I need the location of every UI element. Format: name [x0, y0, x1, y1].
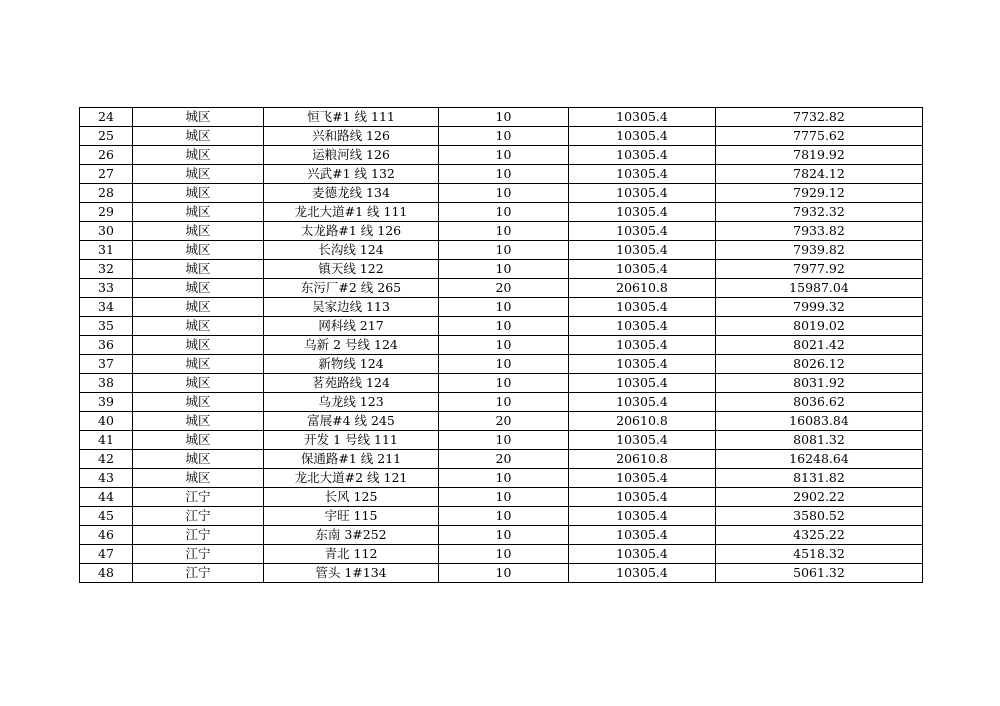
district-cell: 城区: [133, 241, 264, 260]
load-value-cell: 2902.22: [716, 488, 923, 507]
row-index-cell: 27: [80, 165, 133, 184]
table-row: [80, 108, 923, 127]
table-row: [80, 507, 923, 526]
line-name-cell: 茗苑路线 124: [264, 374, 439, 393]
voltage-cell: 10: [439, 317, 569, 336]
row-index-cell: 38: [80, 374, 133, 393]
district-cell: 城区: [133, 317, 264, 336]
table-row: [80, 545, 923, 564]
table-row: [80, 469, 923, 488]
load-value-cell: 8031.92: [716, 374, 923, 393]
load-value-cell: 7775.62: [716, 127, 923, 146]
row-index-cell: 40: [80, 412, 133, 431]
load-value-cell: 8131.82: [716, 469, 923, 488]
capacity-cell: 20610.8: [569, 279, 716, 298]
table-row: [80, 146, 923, 165]
load-value-cell: 7732.82: [716, 108, 923, 127]
capacity-cell: 10305.4: [569, 488, 716, 507]
table-row: [80, 564, 923, 583]
voltage-cell: 10: [439, 545, 569, 564]
district-cell: 江宁: [133, 545, 264, 564]
table-row: [80, 203, 923, 222]
load-value-cell: 8019.02: [716, 317, 923, 336]
table-row: [80, 336, 923, 355]
capacity-cell: 10305.4: [569, 393, 716, 412]
line-name-cell: 乌龙线 123: [264, 393, 439, 412]
district-cell: 城区: [133, 355, 264, 374]
row-index-cell: 37: [80, 355, 133, 374]
line-name-cell: 管头 1#134: [264, 564, 439, 583]
line-name-cell: 麦德龙线 134: [264, 184, 439, 203]
load-value-cell: 4518.32: [716, 545, 923, 564]
capacity-cell: 10305.4: [569, 241, 716, 260]
capacity-cell: 10305.4: [569, 336, 716, 355]
district-cell: 城区: [133, 127, 264, 146]
capacity-cell: 10305.4: [569, 545, 716, 564]
capacity-cell: 10305.4: [569, 222, 716, 241]
district-cell: 城区: [133, 469, 264, 488]
table-row: [80, 431, 923, 450]
capacity-cell: 10305.4: [569, 431, 716, 450]
capacity-cell: 10305.4: [569, 564, 716, 583]
row-index-cell: 41: [80, 431, 133, 450]
voltage-cell: 10: [439, 374, 569, 393]
load-value-cell: 7819.92: [716, 146, 923, 165]
voltage-cell: 10: [439, 146, 569, 165]
district-cell: 城区: [133, 108, 264, 127]
load-value-cell: 16248.64: [716, 450, 923, 469]
line-name-cell: 东南 3#252: [264, 526, 439, 545]
row-index-cell: 34: [80, 298, 133, 317]
district-cell: 城区: [133, 412, 264, 431]
row-index-cell: 43: [80, 469, 133, 488]
voltage-cell: 10: [439, 507, 569, 526]
table-row: [80, 374, 923, 393]
line-name-cell: 富展#4 线 245: [264, 412, 439, 431]
row-index-cell: 29: [80, 203, 133, 222]
row-index-cell: 33: [80, 279, 133, 298]
line-name-cell: 太龙路#1 线 126: [264, 222, 439, 241]
table-row: [80, 526, 923, 545]
district-cell: 江宁: [133, 507, 264, 526]
capacity-cell: 10305.4: [569, 203, 716, 222]
line-name-cell: 镇天线 122: [264, 260, 439, 279]
district-cell: 城区: [133, 260, 264, 279]
district-cell: 江宁: [133, 526, 264, 545]
capacity-cell: 10305.4: [569, 165, 716, 184]
voltage-cell: 10: [439, 336, 569, 355]
capacity-cell: 10305.4: [569, 146, 716, 165]
voltage-cell: 10: [439, 564, 569, 583]
voltage-cell: 10: [439, 184, 569, 203]
line-name-cell: 新物线 124: [264, 355, 439, 374]
line-name-cell: 宇旺 115: [264, 507, 439, 526]
row-index-cell: 35: [80, 317, 133, 336]
load-value-cell: 7929.12: [716, 184, 923, 203]
table-row: [80, 165, 923, 184]
voltage-cell: 10: [439, 222, 569, 241]
capacity-cell: 20610.8: [569, 412, 716, 431]
load-value-cell: 3580.52: [716, 507, 923, 526]
line-name-cell: 东污厂#2 线 265: [264, 279, 439, 298]
row-index-cell: 32: [80, 260, 133, 279]
row-index-cell: 25: [80, 127, 133, 146]
load-value-cell: 7932.32: [716, 203, 923, 222]
load-value-cell: 7933.82: [716, 222, 923, 241]
row-index-cell: 45: [80, 507, 133, 526]
line-name-cell: 吴家边线 113: [264, 298, 439, 317]
district-cell: 城区: [133, 336, 264, 355]
capacity-cell: 10305.4: [569, 260, 716, 279]
load-value-cell: 8021.42: [716, 336, 923, 355]
load-value-cell: 7999.32: [716, 298, 923, 317]
voltage-cell: 10: [439, 298, 569, 317]
load-value-cell: 7977.92: [716, 260, 923, 279]
voltage-cell: 10: [439, 165, 569, 184]
load-value-cell: 4325.22: [716, 526, 923, 545]
line-name-cell: 网科线 217: [264, 317, 439, 336]
district-cell: 城区: [133, 203, 264, 222]
row-index-cell: 28: [80, 184, 133, 203]
line-name-cell: 长风 125: [264, 488, 439, 507]
table-row: [80, 260, 923, 279]
voltage-cell: 10: [439, 431, 569, 450]
voltage-cell: 10: [439, 526, 569, 545]
row-index-cell: 39: [80, 393, 133, 412]
capacity-cell: 10305.4: [569, 298, 716, 317]
voltage-cell: 20: [439, 450, 569, 469]
line-name-cell: 龙北大道#1 线 111: [264, 203, 439, 222]
voltage-cell: 10: [439, 469, 569, 488]
table-row: [80, 317, 923, 336]
load-value-cell: 5061.32: [716, 564, 923, 583]
load-value-cell: 7824.12: [716, 165, 923, 184]
table-row: [80, 279, 923, 298]
line-name-cell: 恒飞#1 线 111: [264, 108, 439, 127]
voltage-cell: 10: [439, 488, 569, 507]
district-cell: 城区: [133, 450, 264, 469]
capacity-cell: 10305.4: [569, 526, 716, 545]
table-row: [80, 355, 923, 374]
load-value-cell: 8036.62: [716, 393, 923, 412]
district-cell: 城区: [133, 298, 264, 317]
load-value-cell: 8081.32: [716, 431, 923, 450]
line-name-cell: 运粮河线 126: [264, 146, 439, 165]
table-row: [80, 222, 923, 241]
table-row: [80, 184, 923, 203]
row-index-cell: 47: [80, 545, 133, 564]
capacity-cell: 20610.8: [569, 450, 716, 469]
district-cell: 城区: [133, 393, 264, 412]
line-name-cell: 兴和路线 126: [264, 127, 439, 146]
table-row: [80, 450, 923, 469]
table-row: [80, 393, 923, 412]
load-value-cell: 7939.82: [716, 241, 923, 260]
capacity-cell: 10305.4: [569, 127, 716, 146]
load-value-cell: 8026.12: [716, 355, 923, 374]
district-cell: 城区: [133, 165, 264, 184]
capacity-cell: 10305.4: [569, 507, 716, 526]
capacity-cell: 10305.4: [569, 469, 716, 488]
data-table: [79, 107, 923, 583]
row-index-cell: 24: [80, 108, 133, 127]
voltage-cell: 10: [439, 241, 569, 260]
row-index-cell: 44: [80, 488, 133, 507]
capacity-cell: 10305.4: [569, 317, 716, 336]
table-row: [80, 298, 923, 317]
district-cell: 城区: [133, 184, 264, 203]
row-index-cell: 46: [80, 526, 133, 545]
row-index-cell: 26: [80, 146, 133, 165]
voltage-cell: 20: [439, 412, 569, 431]
row-index-cell: 30: [80, 222, 133, 241]
table-body: [80, 108, 923, 583]
table-row: [80, 412, 923, 431]
line-name-cell: 保通路#1 线 211: [264, 450, 439, 469]
voltage-cell: 10: [439, 393, 569, 412]
table-row: [80, 127, 923, 146]
voltage-cell: 10: [439, 108, 569, 127]
district-cell: 江宁: [133, 488, 264, 507]
district-cell: 城区: [133, 374, 264, 393]
row-index-cell: 42: [80, 450, 133, 469]
line-name-cell: 乌新 2 号线 124: [264, 336, 439, 355]
district-cell: 江宁: [133, 564, 264, 583]
line-name-cell: 长沟线 124: [264, 241, 439, 260]
row-index-cell: 31: [80, 241, 133, 260]
voltage-cell: 10: [439, 203, 569, 222]
voltage-cell: 10: [439, 260, 569, 279]
table-row: [80, 241, 923, 260]
line-name-cell: 龙北大道#2 线 121: [264, 469, 439, 488]
district-cell: 城区: [133, 222, 264, 241]
table-row: [80, 488, 923, 507]
capacity-cell: 10305.4: [569, 108, 716, 127]
load-value-cell: 15987.04: [716, 279, 923, 298]
district-cell: 城区: [133, 431, 264, 450]
voltage-cell: 10: [439, 127, 569, 146]
voltage-cell: 10: [439, 355, 569, 374]
district-cell: 城区: [133, 279, 264, 298]
district-cell: 城区: [133, 146, 264, 165]
capacity-cell: 10305.4: [569, 374, 716, 393]
line-name-cell: 兴武#1 线 132: [264, 165, 439, 184]
load-value-cell: 16083.84: [716, 412, 923, 431]
row-index-cell: 36: [80, 336, 133, 355]
voltage-cell: 20: [439, 279, 569, 298]
capacity-cell: 10305.4: [569, 184, 716, 203]
capacity-cell: 10305.4: [569, 355, 716, 374]
line-name-cell: 青北 112: [264, 545, 439, 564]
row-index-cell: 48: [80, 564, 133, 583]
line-name-cell: 开发 1 号线 111: [264, 431, 439, 450]
